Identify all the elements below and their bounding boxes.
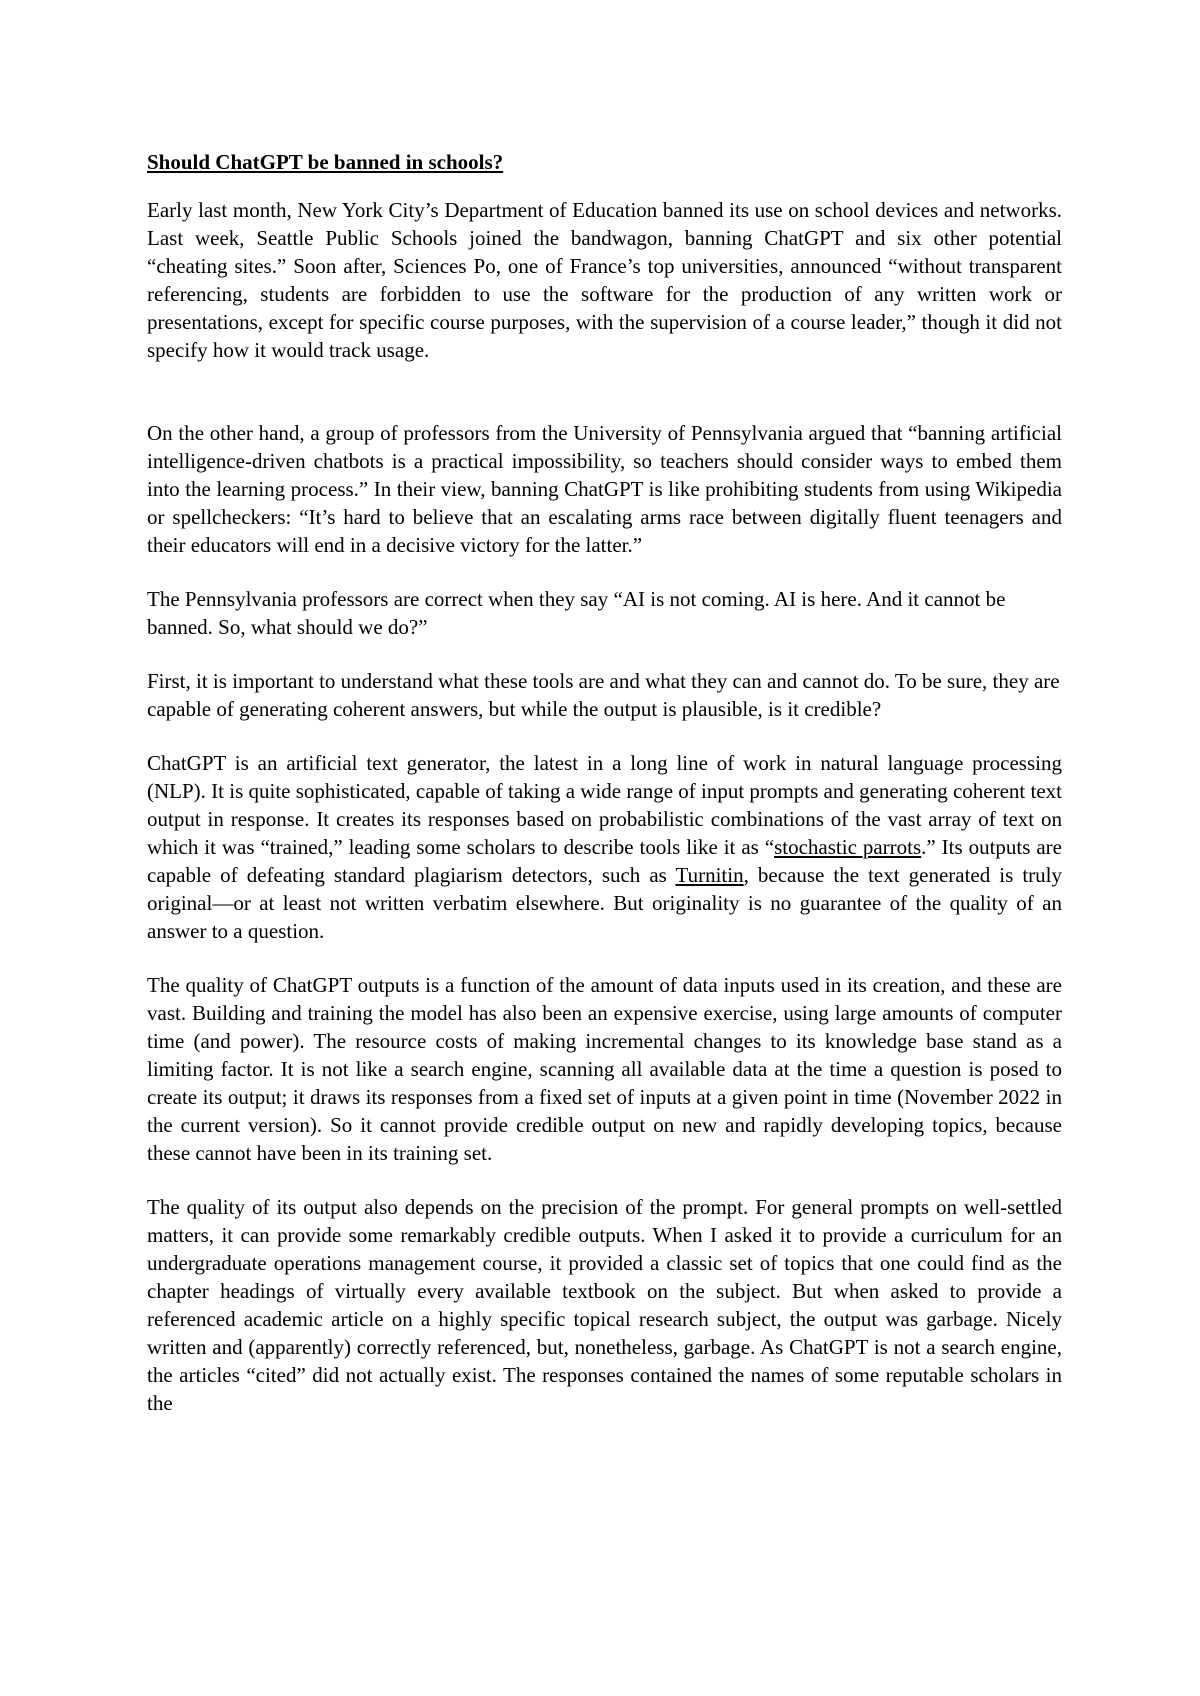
- paragraph-7: The quality of its output also depends on the precision of the prompt. For general prompts on well-settled matters, it can provide some remarkably credible outputs. When I asked it to provide a curriculum for an undergraduate operations management course, it provided a classic set of topics that one could find as the chapter headings of virtually every available textbook on the subject. But when asked to provide a referenced academic article on a highly specific topical research subject, the output was garbage. Nicely written and (apparently) correctly referenced, but, nonetheless, garbage. As ChatGPT is not a search engine, the articles “cited” did not actually exist. The responses contained the names of some reputable scholars in the: [147, 1195, 1062, 1415]
- paragraph-5: [147, 749, 1062, 945]
- document-title: Should ChatGPT be banned in schools?: [147, 150, 504, 174]
- paragraph-1: Early last month, New York City’s Department of Education banned its use on school devices and networks. Last week, Seattle Public Schools joined the bandwagon, banning ChatGPT and six other potential “cheating sites.” Soon after, Sciences Po, one of France’s top universities, announced “without transparent referencing, students are forbidden to use the software for the production of any written work or presentations, except for specific course purposes, with the supervision of a course leader,” though it did not specify how it would track usage.: [147, 198, 1062, 362]
- paragraph-6: The quality of ChatGPT outputs is a function of the amount of data inputs used in its creation, and these are vast. Building and training the model has also been an expensive exercise, using large amounts of computer time (and power). The resource costs of making incremental changes to its knowledge base stand as a limiting factor. It is not like a search engine, scanning all available data at the time a question is posed to create its output; it draws its responses from a fixed set of inputs at a given point in time (November 2022 in the current version). So it cannot provide credible output on new and rapidly developing topics, because these cannot have been in its training set.: [147, 973, 1062, 1165]
- paragraph-3: The Pennsylvania professors are correct when they say “AI is not coming. AI is here. And it cannot be banned. So, what should we do?”: [147, 587, 1006, 639]
- turnitin-link[interactable]: Turnitin: [675, 863, 744, 887]
- paragraph-2: On the other hand, a group of professors from the University of Pennsylvania argued that “banning artificial intelligence-driven chatbots is a practical impossibility, so teachers should consider ways to embed them into the learning process.” In their view, banning ChatGPT is like prohibiting students from using Wikipedia or spellcheckers: “It’s hard to believe that an escalating arms race between digitally fluent teenagers and their educators will end in a decisive victory for the latter.”: [147, 421, 1062, 557]
- stochastic-parrots-link[interactable]: stochastic parrots: [774, 835, 922, 859]
- paragraph-4: First, it is important to understand what these tools are and what they can and cannot do. To be sure, they are capable of generating coherent answers, but while the output is plausible, is it credible?: [147, 669, 1060, 721]
- paragraph-5-part-1: ChatGPT is an artificial text generator, the latest in a long line of work in natural language processing (NLP). It is quite sophisticated, capable of taking a wide range of input prompts and generating coherent text output in response. It creates its responses based on probabilistic combinations of the vast array of text on which it was “trained,” leading some scholars to describe tools like it as “: [147, 751, 1062, 859]
- document-body: [147, 148, 1062, 1443]
- paragraph-5-part-3: , because the text generated is truly original—or at least not written verbatim elsewhere. But originality is no guarantee of the quality of an answer to a question.: [147, 863, 1062, 943]
- paragraph-5-part-2: .” Its outputs are capable of defeating standard plagiarism detectors, such as: [147, 835, 1062, 887]
